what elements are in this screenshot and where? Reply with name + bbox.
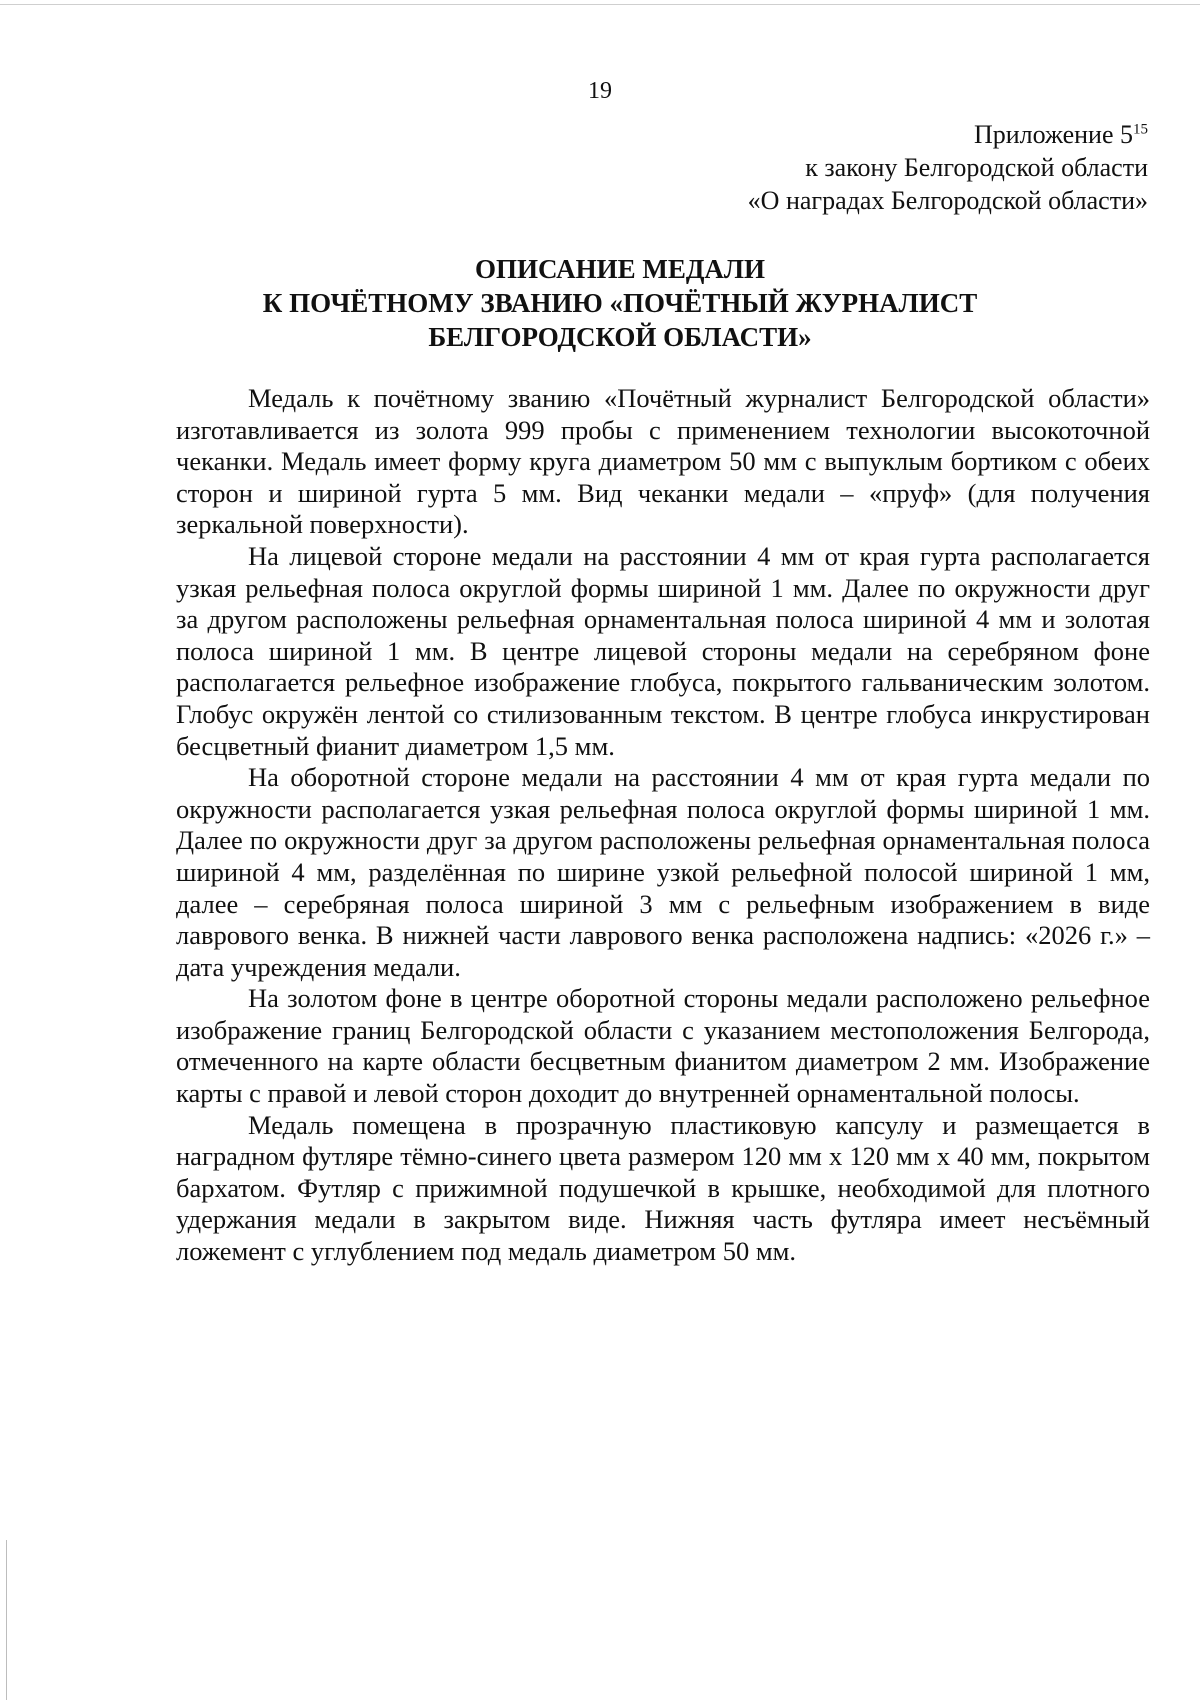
paragraph-3: На оборотной стороне медали на расстоянии 4 мм от края гурта медали по окружности располагается узкая рельефная полоса округлой формы шириной 1 мм. Далее по окружности друг за другом расположены рельефная орнаментальная полоса шириной 4 мм, разделённая по ширине узкой рельефной полосой шириной 1 мм, далее – серебряная полоса шириной 3 мм с рельефным изображением в виде лаврового венка. В нижней части лаврового венка расположена надпись: «2026 г.» – дата учреждения медали. xyxy=(176,762,1150,982)
scan-edge-top xyxy=(0,4,1200,5)
annex-header xyxy=(588,118,1148,217)
annex-line-1 xyxy=(588,118,1148,151)
paragraph-4: На золотом фоне в центре оборотной стороны медали расположено рельефное изображение границ Белгородской области с указанием местоположения Белгорода, отмеченного на карте области бесцветным фианитом диаметром 2 мм. Изображение карты с правой и левой сторон доходит до внутренней орнаментальной полосы. xyxy=(176,983,1150,1109)
page-number: 19 xyxy=(588,78,612,104)
paragraph-5: Медаль помещена в прозрачную пластиковую капсулу и размещается в наградном футляре тёмно-синего цвета размером 120 мм х 120 мм х 40 мм, покрытом бархатом. Футляр с прижимной подушечкой в крышке, необходимой для плотного удержания медали в закрытом виде. Нижняя часть футляра имеет несъёмный ложемент с углублением под медаль диаметром 50 мм. xyxy=(176,1109,1150,1267)
title-line-2: К ПОЧЁТНОМУ ЗВАНИЮ «ПОЧЁТНЫЙ ЖУРНАЛИСТ xyxy=(262,288,978,318)
paragraph-2: На лицевой стороне медали на расстоянии 4 мм от края гурта располагается узкая рельефная полоса округлой формы шириной 1 мм. Далее по окружности друг за другом расположены рельефная орнаментальная полоса шириной 4 мм и золотая полоса шириной 1 мм. В центре лицевой стороны медали на серебряном фоне располагается рельефное изображение глобуса, покрытого гальваническим золотом. Глобус окружён лентой со стилизованным текстом. В центре глобуса инкрустирован бесцветный фианит диаметром 1,5 мм. xyxy=(176,540,1150,761)
title-line-3: БЕЛГОРОДСКОЙ ОБЛАСТИ» xyxy=(428,322,812,352)
annex-line-2: к закону Белгородской области xyxy=(805,153,1148,182)
paragraph-1: Медаль к почётному званию «Почётный журналист Белгородской области» изготавливается из золота 999 пробы с применением технологии высокоточной чеканки. Медаль имеет форму круга диаметром 50 мм с выпуклым бортиком с обеих сторон и шириной гурта 5 мм. Вид чеканки медали – «пруф» (для получения зеркальной поверхности). xyxy=(176,383,1150,540)
document-body xyxy=(176,383,1150,1268)
annex-line-3: «О наградах Белгородской области» xyxy=(747,186,1148,215)
annex-label: Приложение 5 xyxy=(973,120,1133,149)
annex-superscript: 15 xyxy=(1133,121,1148,138)
document-title xyxy=(120,252,1120,354)
title-line-1: ОПИСАНИЕ МЕДАЛИ xyxy=(474,254,766,284)
scan-edge-left xyxy=(6,1540,7,1700)
